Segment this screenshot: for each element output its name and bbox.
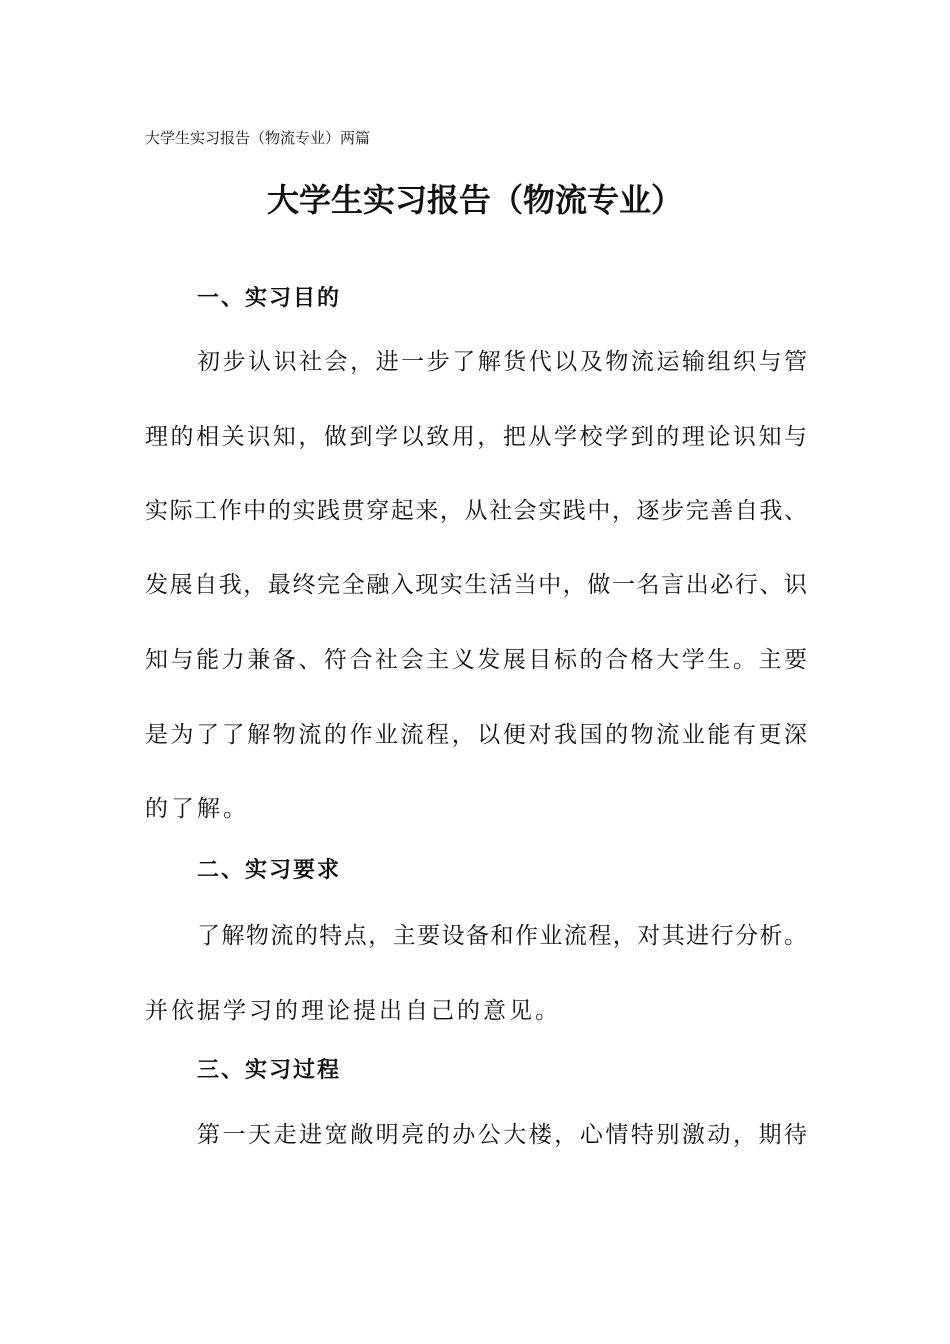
section-heading-process: 三、实习过程 bbox=[197, 1058, 342, 1083]
paragraph-line: 并依据学习的理论提出自己的意见。 bbox=[145, 998, 561, 1024]
paragraph-line: 发展自我，最终完全融入现实生活当中，做一名言出必行、识 bbox=[145, 572, 807, 598]
paragraph-line: 第一天走进宽敞明亮的办公大楼，心情特别激动，期待 bbox=[197, 1122, 807, 1148]
running-header: 大学生实习报告（物流专业）两篇 bbox=[145, 129, 371, 147]
section-heading-purpose: 一、实习目的 bbox=[197, 286, 342, 311]
paragraph-line: 实际工作中的实践贯穿起来，从社会实践中，逐步完善自我、 bbox=[145, 498, 807, 524]
paragraph-line: 理的相关识知，做到学以致用，把从学校学到的理论识知与 bbox=[145, 424, 807, 450]
section-heading-requirements: 二、实习要求 bbox=[197, 858, 342, 883]
paragraph-line: 初步认识社会，进一步了解货代以及物流运输组织与管 bbox=[197, 349, 807, 375]
paragraph-line: 是为了了解物流的作业流程，以便对我国的物流业能有更深 bbox=[145, 722, 807, 748]
paragraph-line: 了解物流的特点，主要设备和作业流程，对其进行分析。 bbox=[197, 923, 807, 949]
paragraph-line: 知与能力兼备、符合社会主义发展目标的合格大学生。主要 bbox=[145, 647, 807, 673]
document-title: 大学生实习报告（物流专业） bbox=[266, 181, 683, 219]
paragraph-line: 的了解。 bbox=[145, 796, 249, 822]
